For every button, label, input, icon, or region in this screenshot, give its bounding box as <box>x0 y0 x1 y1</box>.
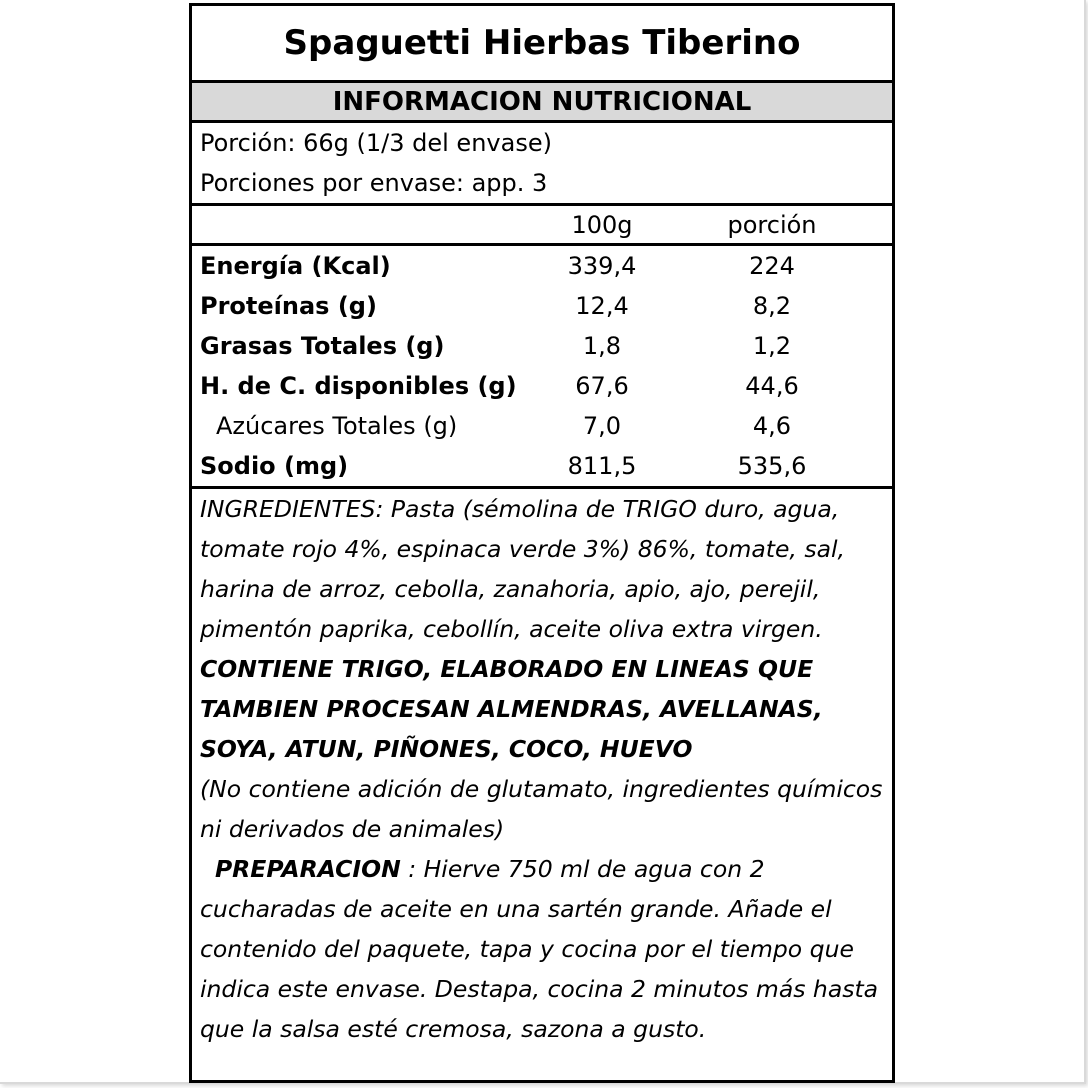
ingredients-text: INGREDIENTES: Pasta (sémolina de TRIGO duro, agua, tomate rojo 4%, espinaca verde 3%) 86%, tomate, sal, harina de arroz, cebolla, zanahoria, apio, ajo, perejil, pimentón paprika, cebollín, aceite oliva extra virgen. <box>200 495 845 643</box>
preparation <box>200 849 884 1049</box>
product-title: Spaguetti Hierbas Tiberino <box>192 6 892 83</box>
nutrient-per-portion: 4,6 <box>752 412 792 440</box>
nutrient-per100: 811,5 <box>567 452 637 480</box>
table-row <box>192 366 892 406</box>
nutrient-name: Azúcares Totales (g) <box>216 412 458 440</box>
nutrient-per100: 12,4 <box>575 292 629 320</box>
servings-per-pack: Porciones por envase: app. 3 <box>200 169 548 197</box>
nutrient-table <box>192 246 892 489</box>
nutrient-per-portion: 224 <box>749 252 795 280</box>
portion-size: Porción: 66g (1/3 del envase) <box>200 129 552 157</box>
preparation-text: : Hierve 750 ml de agua con 2 cucharadas de aceite en una sartén grande. Añade el contenido del paquete, tapa y cocina por el tiempo que indica este envase. Destapa, cocina 2 minutos más hasta que la salsa esté cremosa, sazona a gusto. <box>200 855 879 1043</box>
nutrient-name: Proteínas (g) <box>200 292 377 320</box>
table-row <box>192 286 892 326</box>
additive-note: (No contiene adición de glutamato, ingredientes químicos ni derivados de animales) <box>200 775 883 843</box>
column-header-portion: porción <box>727 210 817 239</box>
nutrient-name: Grasas Totales (g) <box>200 332 445 360</box>
table-row <box>192 406 892 446</box>
table-row <box>192 246 892 286</box>
table-row <box>192 446 892 486</box>
allergen-warning: CONTIENE TRIGO, ELABORADO EN LINEAS QUE TAMBIEN PROCESAN ALMENDRAS, AVELLANAS, SOYA, ATUN, PIÑONES, COCO, HUEVO <box>200 655 823 763</box>
section-heading: INFORMACION NUTRICIONAL <box>192 83 892 123</box>
nutrient-name: Energía (Kcal) <box>200 252 391 280</box>
nutrient-per100: 67,6 <box>575 372 629 400</box>
nutrient-name: Sodio (mg) <box>200 452 349 480</box>
nutrient-per100: 7,0 <box>582 412 622 440</box>
column-header-100g: 100g <box>571 210 633 239</box>
serving-info <box>192 123 892 206</box>
ingredients-block <box>192 489 892 1049</box>
column-header-row <box>192 206 892 246</box>
nutrient-name: H. de C. disponibles (g) <box>200 372 517 400</box>
nutrient-per100: 339,4 <box>567 252 637 280</box>
nutrition-label <box>189 3 895 1083</box>
nutrient-per100: 1,8 <box>582 332 622 360</box>
preparation-label: PREPARACION <box>214 855 401 883</box>
nutrient-per-portion: 1,2 <box>752 332 792 360</box>
nutrient-per-portion: 8,2 <box>752 292 792 320</box>
nutrient-per-portion: 44,6 <box>745 372 799 400</box>
nutrient-per-portion: 535,6 <box>737 452 807 480</box>
bottom-divider <box>192 1080 892 1083</box>
table-row <box>192 326 892 366</box>
